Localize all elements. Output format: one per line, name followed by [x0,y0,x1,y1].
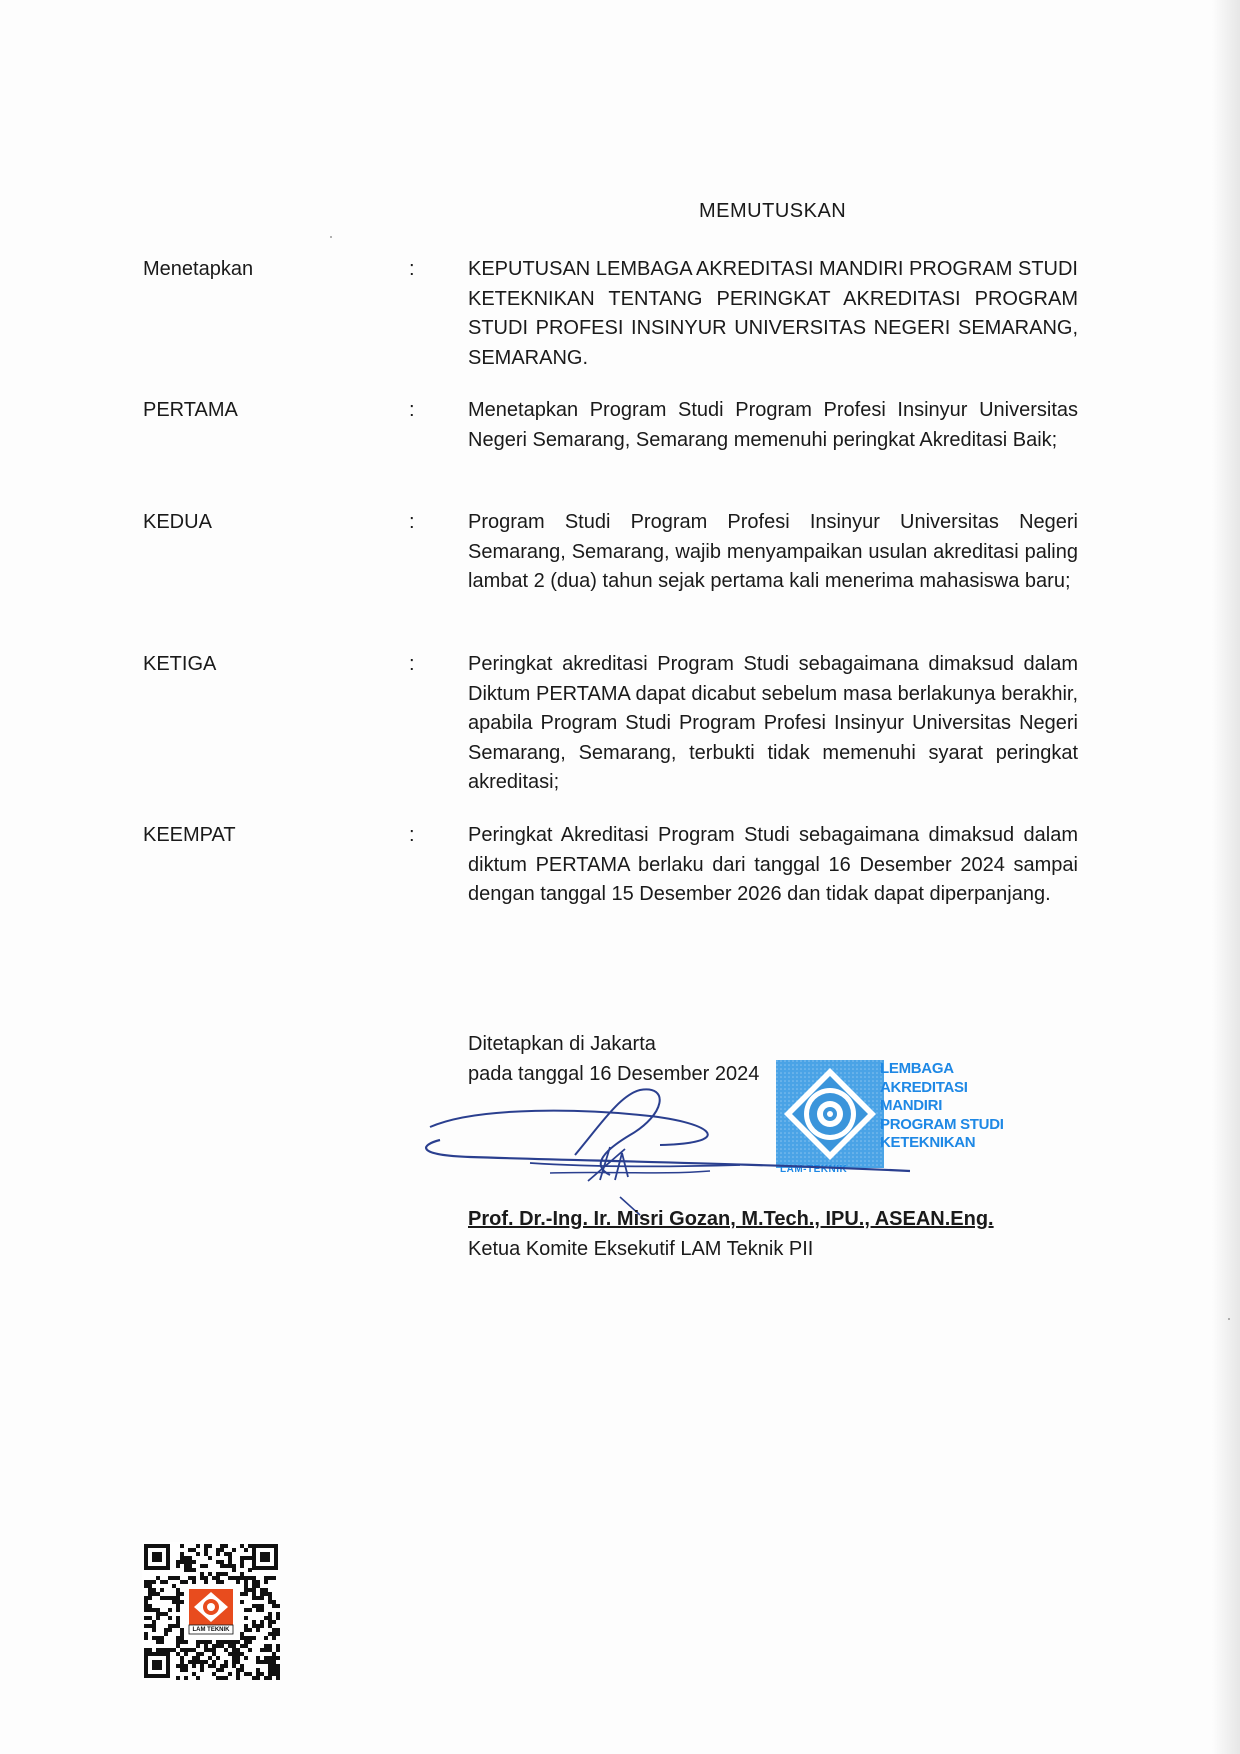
stamp-line: KETEKNIKAN [880,1134,976,1151]
stamp-line: MANDIRI [880,1097,943,1114]
article-label: KEDUA [143,511,212,533]
stamp-line: LEMBAGA [880,1060,954,1077]
qr-center-label: LAM TEKNIK [192,1627,230,1633]
article-menetapkan [143,255,1078,373]
stamp-line: AKREDITASI [880,1078,968,1096]
stamp-line: PROGRAM STUDI [880,1115,1004,1133]
article-pertama [143,396,1078,455]
stamp-sub-label: LAM-TEKNIK [780,1164,848,1175]
article-label: KEEMPAT [143,824,236,846]
article-content: Menetapkan Program Studi Program Profesi Insinyur Universitas Negeri Semarang, Semarang memenuhi peringkat Akreditasi Baik; [468,399,1078,451]
article-label: Menetapkan [143,258,254,280]
article-kedua [143,508,1078,597]
article-colon: : [409,653,415,675]
handwritten-signature [410,1085,930,1225]
article-content: Peringkat Akreditasi Program Studi sebagaimana dimaksud dalam diktum PERTAMA berlaku dari tanggal 16 Desember 2024 sampai dengan tanggal 15 Desember 2026 dan tidak dapat diperpanjang. [468,824,1078,905]
signer-name: Prof. Dr.-Ing. Ir. Misri Gozan, M.Tech., IPU., ASEAN.Eng. [468,1208,994,1230]
signature-date: pada tanggal 16 Desember 2024 [468,1062,760,1085]
article-ketiga [143,650,1078,798]
scan-speck [1228,1318,1230,1320]
article-content: Program Studi Program Profesi Insinyur Universitas Negeri Semarang, Semarang, wajib menyampaikan usulan akreditasi paling lambat 2 (dua) tahun sejak pertama kali menerima mahasiswa baru; [468,511,1078,592]
scan-speck [330,236,332,238]
article-content: KEPUTUSAN LEMBAGA AKREDITASI MANDIRI PROGRAM STUDI KETEKNIKAN TENTANG PERINGKAT AKREDITASI PROGRAM STUDI PROFESI INSINYUR UNIVERSITAS NEGERI SEMARANG, SEMARANG. [468,258,1078,369]
article-keempat [143,821,1078,910]
signature-place: Ditetapkan di Jakarta [468,1033,656,1055]
article-colon: : [409,258,415,280]
section-heading: MEMUTUSKAN [699,200,847,222]
article-label: PERTAMA [143,399,238,421]
article-colon: : [409,824,415,846]
signer-title: Ketua Komite Eksekutif LAM Teknik PII [468,1238,814,1260]
article-colon: : [409,399,415,421]
article-content: Peringkat akreditasi Program Studi sebagaimana dimaksud dalam Diktum PERTAMA dapat dicabut sebelum masa berlakunya berakhir, apabila Program Studi Program Profesi Insinyur Universitas Negeri Semarang, Semarang, terbukti tidak memenuhi syarat peringkat akreditasi; [468,653,1078,793]
qr-code-icon [142,1542,280,1680]
page-edge-shadow [1212,0,1240,1754]
article-colon: : [409,511,415,533]
article-label: KETIGA [143,653,217,675]
